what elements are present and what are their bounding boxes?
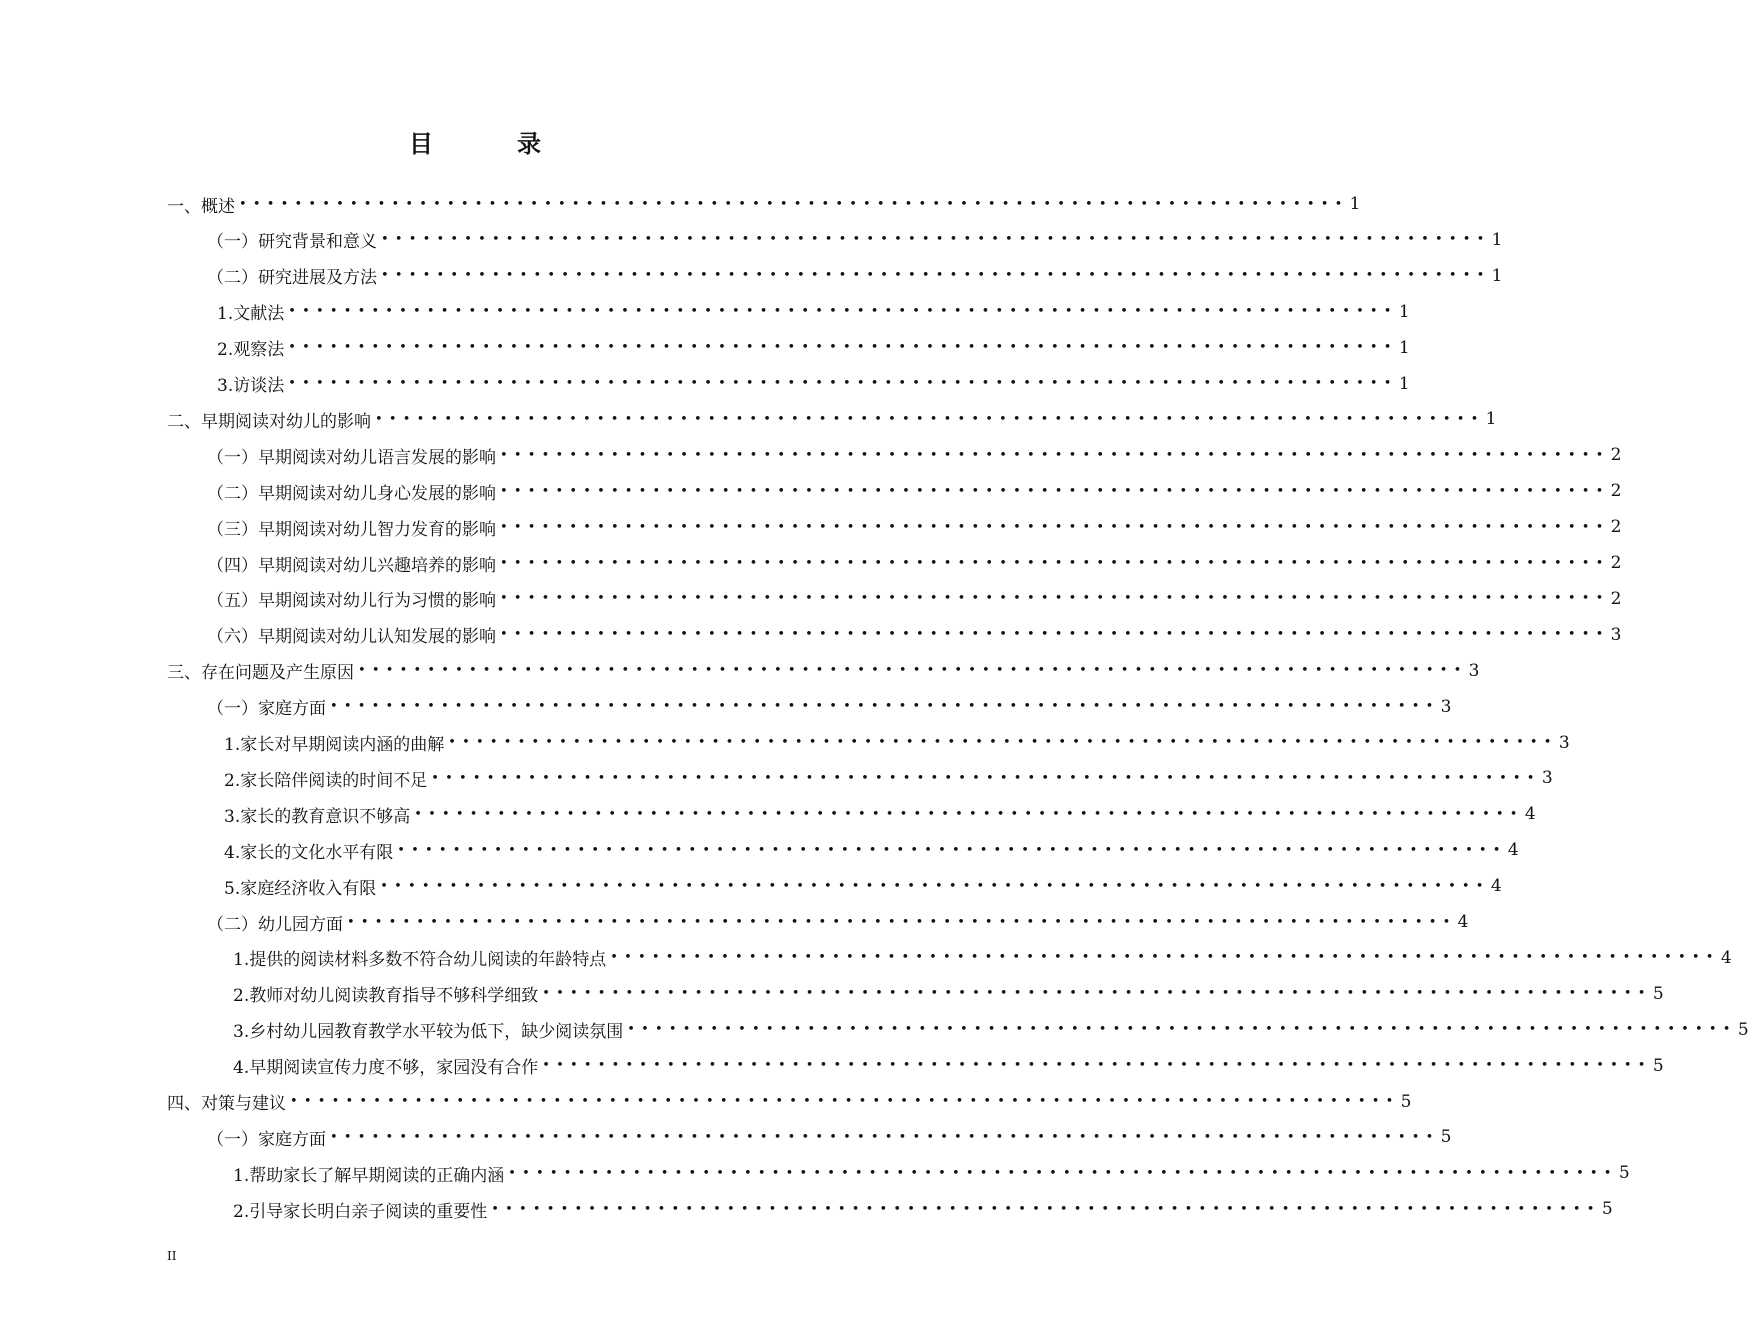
toc-dot-leader: •••••••••••••••••••••••••••••••••••••••••••••••••••••••••••••••••••••••••••••••• — [358, 663, 1468, 679]
toc-entry-page-number: 2 — [1610, 517, 1622, 538]
toc-dot-leader: •••••••••••••••••••••••••••••••••••••••••••••••••••••••••••••••••••••••••••••••• — [500, 627, 1610, 643]
toc-dot-leader: •••••••••••••••••••••••••••••••••••••••••••••••••••••••••••••••••••••••••••••••• — [380, 878, 1490, 894]
toc-entry[interactable] — [224, 725, 1570, 761]
toc-entry-title: 1.文献法 — [217, 304, 285, 325]
toc-entry-title: （一）家庭方面 — [207, 699, 326, 720]
toc-dot-leader: •••••••••••••••••••••••••••••••••••••••••••••••••••••••••••••••••••••••••••••••• — [288, 340, 1398, 356]
toc-dot-leader: •••••••••••••••••••••••••••••••••••••••••••••••••••••••••••••••••••••••••••••••• — [491, 1201, 1601, 1217]
toc-entry-title: 2.教师对幼儿阅读教育指导不够科学细致 — [233, 986, 539, 1007]
toc-entry-title: 2.观察法 — [217, 340, 285, 361]
toc-entry[interactable] — [207, 509, 1622, 545]
toc-entry-title: （四）早期阅读对幼儿兴趣培养的影响 — [207, 555, 496, 576]
toc-entry-page-number: 5 — [1400, 1091, 1412, 1112]
toc-entry[interactable] — [207, 473, 1622, 509]
toc-entry-title: 1.家长对早期阅读内涵的曲解 — [224, 735, 445, 755]
toc-entry[interactable] — [207, 222, 1503, 258]
toc-entry[interactable] — [233, 976, 1664, 1012]
toc-entry[interactable] — [167, 1084, 1412, 1120]
toc-entry[interactable] — [217, 294, 1410, 330]
toc-entry-page-number: 3 — [1610, 624, 1622, 645]
toc-entry-title: （一）研究背景和意义 — [207, 232, 377, 253]
toc-entry-title: （二）研究进展及方法 — [207, 268, 377, 289]
toc-entry-title: 4.家长的文化水平有限 — [224, 842, 394, 863]
toc-entry-page-number: 2 — [1610, 553, 1622, 573]
toc-dot-leader: •••••••••••••••••••••••••••••••••••••••••••••••••••••••••••••••••••••••••••••••• — [397, 842, 1507, 858]
toc-dot-leader: •••••••••••••••••••••••••••••••••••••••••••••••••••••••••••••••••••••••••••••••• — [431, 770, 1541, 786]
toc-entry-page-number: 4 — [1507, 840, 1519, 861]
toc-dot-leader: •••••••••••••••••••••••••••••••••••••••••••••••••••••••••••••••••••••••••••••••• — [330, 699, 1440, 715]
toc-entry[interactable] — [224, 868, 1502, 904]
toc-entry-title: （一）早期阅读对幼儿语言发展的影响 — [207, 447, 496, 468]
toc-entry[interactable] — [224, 796, 1536, 832]
toc-entry-title: （三）早期阅读对幼儿智力发育的影响 — [207, 519, 496, 540]
toc-dot-leader: •••••••••••••••••••••••••••••••••••••••••••••••••••••••••••••••••••••••••••••••• — [381, 268, 1491, 284]
toc-dot-leader: •••••••••••••••••••••••••••••••••••••••••••••••••••••••••••••••••••••••••••••••• — [500, 483, 1610, 499]
toc-entry-page-number: 1 — [1491, 229, 1503, 250]
toc-entry-title: 3.乡村幼儿园教育教学水平较为低下，缺少阅读氛围 — [233, 1022, 624, 1043]
toc-entry-title: 4.早期阅读宣传力度不够，家园没有合作 — [233, 1058, 539, 1079]
toc-dot-leader: •••••••••••••••••••••••••••••••••••••••••••••••••••••••••••••••••••••••••••••••• — [414, 806, 1524, 822]
toc-dot-leader: •••••••••••••••••••••••••••••••••••••••••••••••••••••••••••••••••••••••••••••••• — [290, 1094, 1400, 1109]
toc-entry-title: （五）早期阅读对幼儿行为习惯的影响 — [207, 591, 496, 612]
toc-entry-title: （一）家庭方面 — [207, 1129, 326, 1150]
toc-entry-page-number: 1 — [1485, 409, 1497, 430]
toc-entry[interactable] — [217, 366, 1410, 402]
toc-entry-page-number: 2 — [1610, 588, 1622, 609]
toc-dot-leader: •••••••••••••••••••••••••••••••••••••••••••••••••••••••••••••••••••••••••••••••• — [330, 1129, 1440, 1145]
toc-entry-page-number: 5 — [1737, 1019, 1749, 1040]
toc-entry-title: 二、早期阅读对幼儿的影响 — [167, 411, 371, 432]
toc-entry-page-number: 1 — [1398, 373, 1410, 394]
toc-entry[interactable] — [233, 940, 1732, 976]
toc-dot-leader: •••••••••••••••••••••••••••••••••••••••••••••••••••••••••••••••••••••••••••••••• — [542, 986, 1652, 1002]
toc-entry-page-number: 5 — [1601, 1199, 1613, 1220]
toc-dot-leader: •••••••••••••••••••••••••••••••••••••••••••••••••••••••••••••••••••••••••••••••• — [375, 411, 1485, 427]
toc-dot-leader: •••••••••••••••••••••••••••••••••••••••••••••••••••••••••••••••••••••••••••••••• — [508, 1165, 1618, 1181]
toc-dot-leader: •••••••••••••••••••••••••••••••••••••••••••••••••••••••••••••••••••••••••••••••• — [627, 1022, 1737, 1038]
toc-entry-page-number: 1 — [1398, 337, 1410, 358]
toc-dot-leader: •••••••••••••••••••••••••••••••••••••••••••••••••••••••••••••••••••••••••••••••• — [500, 555, 1610, 571]
toc-dot-leader: •••••••••••••••••••••••••••••••••••••••••••••••••••••••••••••••••••••••••••••••• — [500, 591, 1610, 607]
toc-entry-title: 2.家长陪伴阅读的时间不足 — [224, 770, 428, 791]
toc-entry-title: 1.提供的阅读材料多数不符合幼儿阅读的年龄特点 — [233, 950, 607, 971]
toc-entry-title: 5.家庭经济收入有限 — [224, 878, 377, 899]
toc-entry[interactable] — [207, 258, 1503, 294]
toc-entry-title: 3.访谈法 — [217, 376, 285, 396]
toc-entry[interactable] — [217, 330, 1410, 366]
toc-entry-page-number: 4 — [1720, 947, 1732, 968]
toc-entry-page-number: 3 — [1558, 732, 1570, 753]
toc-dot-leader: •••••••••••••••••••••••••••••••••••••••••••••••••••••••••••••••••••••••••••••••• — [610, 950, 1720, 966]
toc-entry[interactable] — [224, 832, 1519, 868]
toc-entry-page-number: 1 — [1491, 265, 1503, 286]
toc-entry[interactable] — [167, 186, 1361, 222]
toc-entry-title: （六）早期阅读对幼儿认知发展的影响 — [207, 627, 496, 648]
toc-entry[interactable] — [207, 1119, 1452, 1155]
toc-entry-page-number: 5 — [1652, 983, 1664, 1004]
toc-entry[interactable] — [233, 1048, 1664, 1084]
toc-dot-leader: •••••••••••••••••••••••••••••••••••••••••••••••••••••••••••••••••••••••••••••••• — [288, 376, 1398, 391]
toc-dot-leader: •••••••••••••••••••••••••••••••••••••••••••••••••••••••••••••••••••••••••••••••• — [288, 304, 1398, 320]
toc-entry-page-number: 4 — [1524, 804, 1536, 825]
toc-entry[interactable] — [224, 760, 1553, 796]
toc-entry[interactable] — [207, 437, 1622, 473]
toc-dot-leader: •••••••••••••••••••••••••••••••••••••••••••••••••••••••••••••••••••••••••••••••• — [500, 519, 1610, 535]
toc-entry-page-number: 3 — [1468, 660, 1480, 681]
toc-dot-leader: •••••••••••••••••••••••••••••••••••••••••••••••••••••••••••••••••••••••••••••••• — [500, 447, 1610, 463]
toc-entry-title: （二）早期阅读对幼儿身心发展的影响 — [207, 483, 496, 504]
toc-entry-page-number: 5 — [1440, 1127, 1452, 1148]
toc-entry-title: 一、概述 — [167, 196, 235, 217]
toc-entry[interactable] — [207, 581, 1622, 617]
toc-dot-leader: •••••••••••••••••••••••••••••••••••••••••••••••••••••••••••••••••••••••••••••••• — [239, 196, 1349, 212]
toc-entry-title: （二）幼儿园方面 — [207, 914, 343, 935]
toc-entry-page-number: 3 — [1440, 696, 1452, 717]
toc-entry-page-number: 1 — [1398, 301, 1410, 322]
toc-entry-page-number: 4 — [1457, 912, 1469, 932]
footer-page-number: II — [167, 1249, 177, 1263]
toc-entry-title: 2.引导家长明白亲子阅读的重要性 — [233, 1201, 488, 1222]
toc-dot-leader: •••••••••••••••••••••••••••••••••••••••••••••••••••••••••••••••••••••••••••••••• — [347, 914, 1457, 930]
toc-entry[interactable] — [207, 617, 1622, 653]
toc-entry-page-number: 2 — [1610, 445, 1622, 466]
toc-entry-page-number: 3 — [1541, 768, 1553, 789]
toc-entry-page-number: 1 — [1349, 194, 1361, 214]
toc-entry-title: 四、对策与建议 — [167, 1094, 286, 1114]
toc-entry-title: 3.家长的教育意识不够高 — [224, 806, 411, 827]
page-title: 目 录 — [409, 130, 571, 158]
toc-entry[interactable] — [207, 904, 1469, 940]
toc-entry-page-number: 4 — [1490, 876, 1502, 897]
toc-entry-title: 1.帮助家长了解早期阅读的正确内涵 — [233, 1165, 505, 1186]
toc-entry[interactable] — [233, 1012, 1749, 1048]
toc-entry-page-number: 2 — [1610, 481, 1622, 502]
toc-entry[interactable] — [233, 1191, 1613, 1227]
toc-entry[interactable] — [207, 545, 1622, 581]
toc-dot-leader: •••••••••••••••••••••••••••••••••••••••••••••••••••••••••••••••••••••••••••••••• — [542, 1058, 1652, 1074]
toc-dot-leader: •••••••••••••••••••••••••••••••••••••••••••••••••••••••••••••••••••••••••••••••• — [448, 735, 1558, 750]
toc-entry-page-number: 5 — [1618, 1163, 1630, 1184]
toc-entry-title: 三、存在问题及产生原因 — [167, 663, 354, 684]
toc-dot-leader: •••••••••••••••••••••••••••••••••••••••••••••••••••••••••••••••••••••••••••••••• — [381, 232, 1491, 248]
toc-entry[interactable] — [233, 1155, 1630, 1191]
toc-entry[interactable] — [207, 689, 1452, 725]
toc-entry[interactable] — [167, 653, 1480, 689]
toc-entry-page-number: 5 — [1652, 1055, 1664, 1076]
toc-entry[interactable] — [167, 401, 1497, 437]
